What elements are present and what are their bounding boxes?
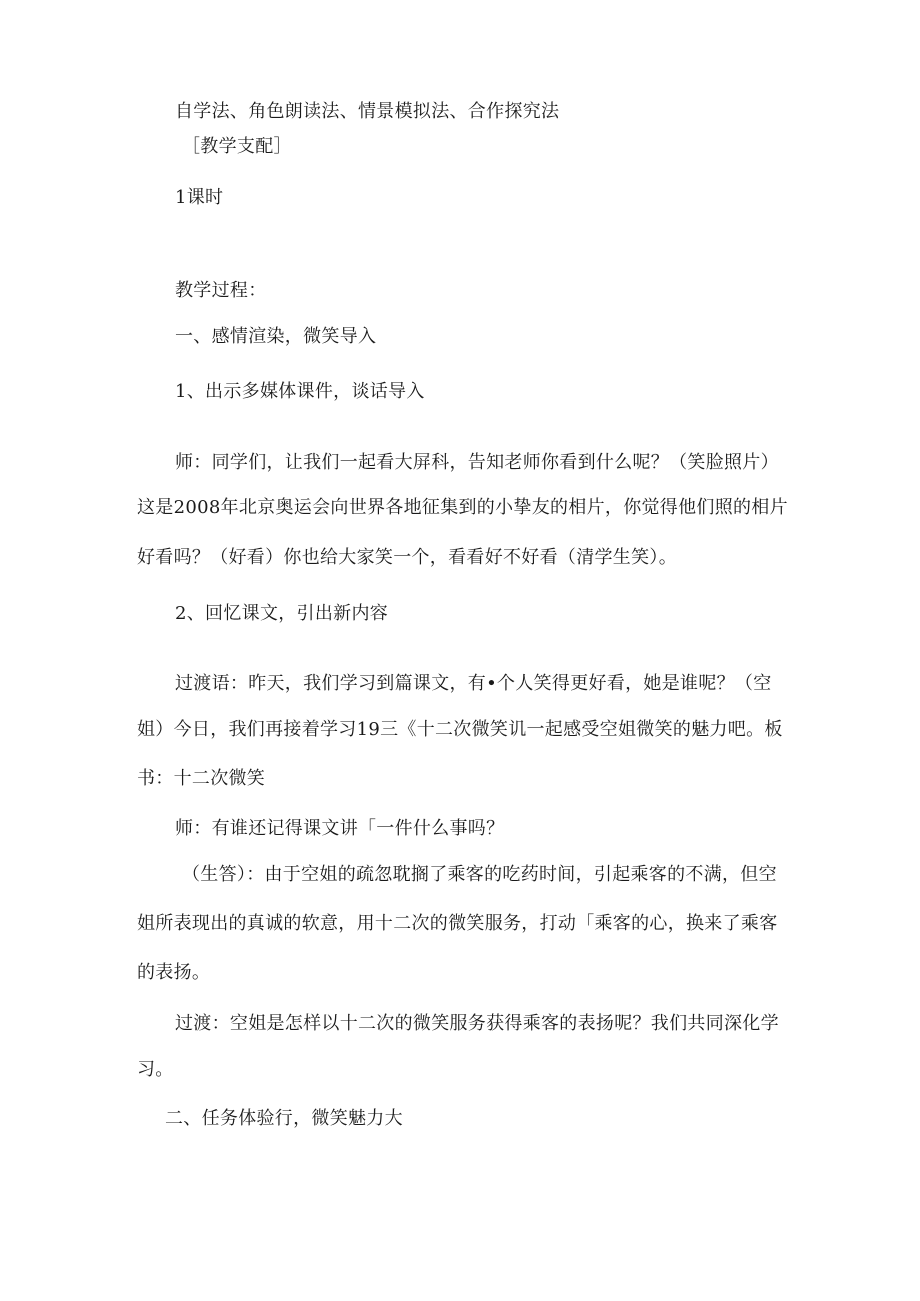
teaching-methods: 自学法、角色朗读法、情景模拟法、合作探究法 xyxy=(175,101,560,122)
transition-1-line-2: 姐）今日，我们再接着学习19三《十二次微笑讥一起感受空姐微笑的魅力吧。板 xyxy=(137,719,783,740)
teacher-intro-line-2: 这是2008年北京奥运会向世界各地征集到的小挚友的相片，你觉得他们照的相片 xyxy=(137,497,788,518)
teacher-intro-line-1: 师：同学们，让我们一起看大屏科，告知老师你看到什么呢？（笑脸照片） xyxy=(175,452,779,473)
transition-1-line-3: 书：十二次微笑 xyxy=(137,768,266,789)
step-1: 1、出示多媒体课件，谈话导入 xyxy=(175,381,425,402)
class-hours: 1课时 xyxy=(175,187,224,208)
section-2-title: 二、任务体验行，微笑魅力大 xyxy=(165,1108,403,1129)
student-answer-line-3: 的表扬。 xyxy=(137,962,211,983)
student-answer-line-1: （生答）：由于空姐的疏忽耽搁了乘客的吃药时间，引起乘客的不满，但空 xyxy=(182,864,777,885)
student-answer-line-2: 姐所表现出的真诚的软意，用十二次的微笑服务，打动「乘客的心，换来了乘客 xyxy=(137,913,778,934)
transition-1-line-1: 过渡语：昨天，我们学习到篇课文，有•个人笑得更好看，她是谁呢？（空 xyxy=(175,673,772,694)
process-heading: 教学过程： xyxy=(175,280,267,301)
transition-2-line-2: 习。 xyxy=(137,1059,174,1080)
step-2: 2、回忆课文，引出新内容 xyxy=(175,603,389,624)
teacher-intro-line-3: 好看吗？（好看）你也给大家笑一个，看看好不好看（清学生笑）。 xyxy=(137,547,677,568)
teacher-question: 师：有谁还记得课文讲「一件什么事吗？ xyxy=(175,818,505,839)
arrangement-heading: ［教学支配］ xyxy=(182,136,292,157)
section-1-title: 一、感情渲染，微笑导入 xyxy=(175,326,377,347)
transition-2-line-1: 过渡：空姐是怎样以十二次的微笑服务获得乘客的表扬呢？我们共同深化学 xyxy=(175,1013,779,1034)
